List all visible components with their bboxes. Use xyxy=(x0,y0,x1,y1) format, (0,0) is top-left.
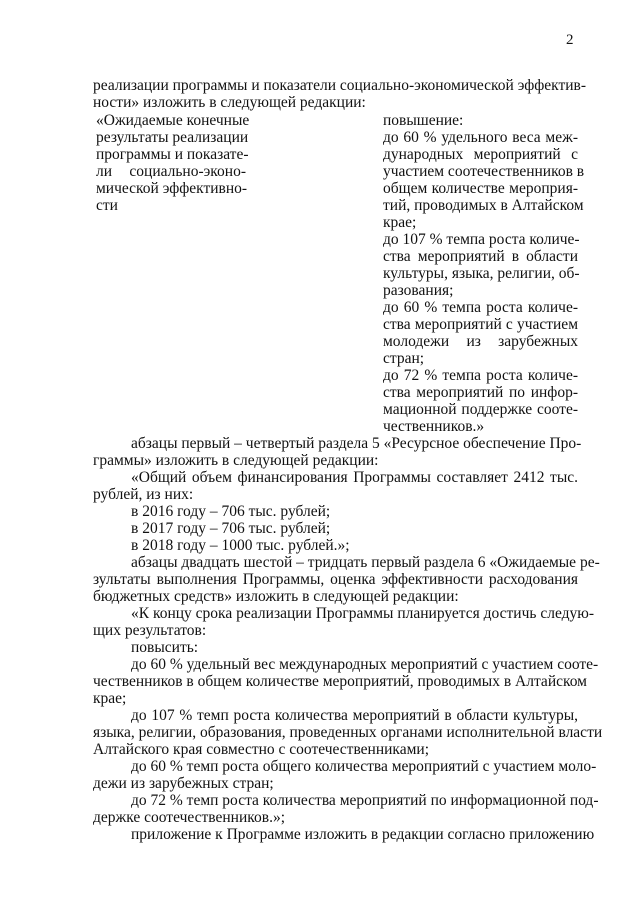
table-right-line: чественников.» xyxy=(383,418,485,435)
table-right-line: дународных мероприятий с xyxy=(383,146,578,163)
table-right-line: молодежи из зарубежных xyxy=(383,333,578,350)
body-line: крае; xyxy=(93,690,127,707)
table-right-line: участием соотечественников в xyxy=(383,163,585,180)
body-line: до 60 % удельный вес международных мероприятий с участием сооте- xyxy=(131,656,599,673)
table-right-line: крае; xyxy=(383,214,417,231)
table-right-line: разования; xyxy=(383,282,454,299)
table-right-line: ства мероприятий в области xyxy=(383,248,578,265)
body-line: до 107 % темп роста количества мероприятий в области культуры, xyxy=(131,707,578,724)
table-right-line: до 60 % удельного веса меж- xyxy=(383,129,578,146)
body-line: бюджетных средств» изложить в следующей редакции: xyxy=(93,588,459,605)
table-left-line: результаты реализации xyxy=(96,129,249,146)
body-line: приложение к Программе изложить в редакции согласно приложению xyxy=(131,826,595,843)
body-line: абзацы двадцать шестой – тридцать первый раздела 6 «Ожидаемые ре- xyxy=(131,554,600,571)
page-number: 2 xyxy=(566,32,574,48)
body-line: «Общий объем финансирования Программы составляет 2412 тыс. xyxy=(131,469,578,486)
table-right-line: общем количестве мероприя- xyxy=(383,180,578,197)
body-line: чественников в общем количестве мероприятий, проводимых в Алтайском xyxy=(93,673,587,690)
table-left-line: «Ожидаемые конечные xyxy=(96,112,250,129)
table-right-line: ства мероприятий по инфор- xyxy=(383,384,578,401)
body-line: «К концу срока реализации Программы планируется достичь следую- xyxy=(131,605,595,622)
body-line: щих результатов: xyxy=(93,622,207,639)
body-line: повысить: xyxy=(131,639,199,656)
intro-line: реализации программы и показатели социально-экономической эффектив- xyxy=(93,77,587,94)
table-right-line: повышение: xyxy=(383,112,464,129)
body-line: держке соотечественников.»; xyxy=(93,809,286,826)
body-line: в 2017 году – 706 тыс. рублей; xyxy=(131,520,331,537)
body-line: абзацы первый – четвертый раздела 5 «Ресурсное обеспечение Про- xyxy=(131,435,582,452)
table-right-line: стран; xyxy=(383,350,425,367)
table-right-line: до 107 % темпа роста количе- xyxy=(383,231,580,248)
body-line: в 2016 году – 706 тыс. рублей; xyxy=(131,503,331,520)
table-right-line: мационной поддержке сооте- xyxy=(383,401,578,418)
body-line: граммы» изложить в следующей редакции: xyxy=(93,452,379,469)
table-left-line: мической эффективно- xyxy=(96,180,248,197)
table-left-line: сти xyxy=(96,197,118,214)
table-right-line: до 60 % темпа роста количе- xyxy=(383,299,578,316)
body-line: до 60 % темп роста общего количества мероприятий с участием моло- xyxy=(131,758,597,775)
table-right-line: тий, проводимых в Алтайском xyxy=(383,197,584,214)
table-right-line: ства мероприятий с участием xyxy=(383,316,578,333)
body-line: в 2018 году – 1000 тыс. рублей.»; xyxy=(131,537,350,554)
intro-line: ности» изложить в следующей редакции: xyxy=(93,94,366,111)
table-right-line: культуры, языка, религии, об- xyxy=(383,265,580,282)
body-line: рублей, из них: xyxy=(93,486,194,503)
body-line: Алтайского края совместно с соотечественниками; xyxy=(93,741,430,758)
body-line: языка, религии, образования, проведенных органами исполнительной власти xyxy=(93,724,603,741)
table-left-line: ли социально-эконо- xyxy=(96,163,246,180)
body-line: до 72 % темп роста количества мероприятий по информационной под- xyxy=(131,792,599,809)
table-left-line: программы и показате- xyxy=(96,146,249,163)
body-line: зультаты выполнения Программы, оценка эффективности расходования xyxy=(93,571,578,588)
body-line: дежи из зарубежных стран; xyxy=(93,775,274,792)
table-right-line: до 72 % темпа роста количе- xyxy=(383,367,578,384)
